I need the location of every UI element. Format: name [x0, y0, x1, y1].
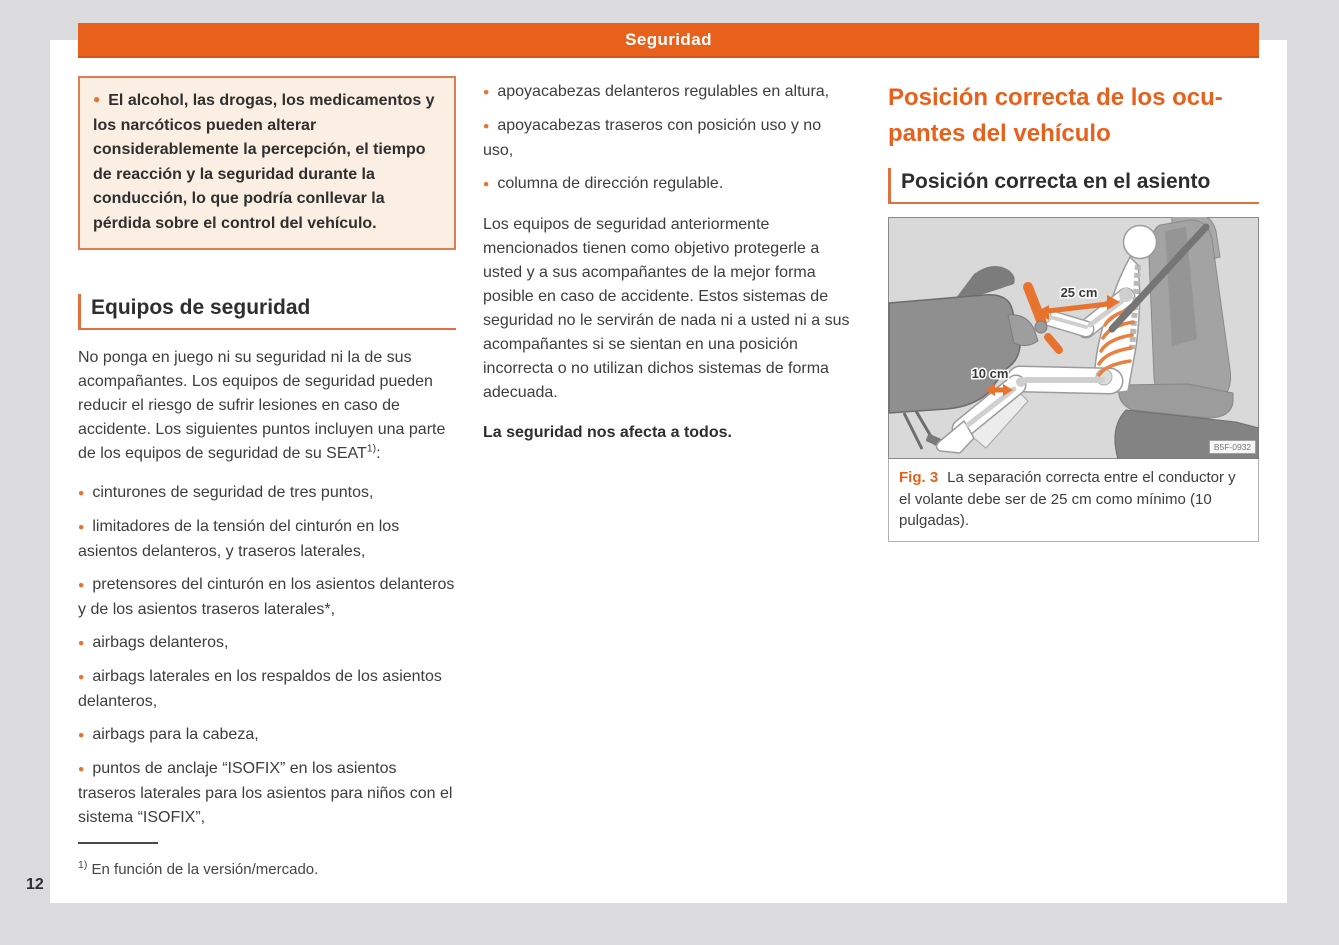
column-middle: [483, 80, 855, 445]
figure-caption-label: Fig. 3: [899, 469, 939, 486]
body-paragraph: Los equipos de seguridad anteriormente mencionados tienen como objetivo protegerle a usted y a sus acompañantes de la mejor forma posible en caso de accidente. Estos sistemas de seguridad no le servirán de nada ni a usted ni a sus acompañantes si se sientan en una posición incorrecta o no utilizan dichos sistemas de forma adecuada.: [483, 216, 850, 401]
label-25cm: 25 cm: [1060, 285, 1098, 300]
list-item: ● airbags laterales en los respaldos de los asientos delanteros,: [78, 665, 456, 714]
emphasis-line: La seguridad nos afecta a todos.: [483, 424, 732, 441]
footnote-marker: 1): [78, 859, 88, 871]
safety-equipment-list-continued: [483, 80, 855, 197]
bullet-icon: ●: [93, 92, 101, 106]
list-item: ● airbags para la cabeza,: [78, 723, 456, 748]
page-header-bar: [78, 23, 1259, 58]
list-item: ● limitadores de la tensión del cinturón en los asientos delanteros, y traseros laterales,: [78, 515, 456, 564]
list-item: ● apoyacabezas traseros con posición uso y no uso,: [483, 114, 855, 163]
list-item: ● columna de dirección regulable.: [483, 172, 855, 197]
list-item: ● puntos de anclaje “ISOFIX” en los asientos traseros laterales para los asientos para niños con el sistema “ISOFIX”,: [78, 757, 456, 830]
chapter-title-line1: Posición correcta de los ocu-: [888, 84, 1223, 111]
footnote-marker: 1): [366, 442, 377, 455]
column-right: [888, 80, 1259, 542]
safety-equipment-list: [78, 481, 456, 830]
image-id: B5F-0932: [1213, 442, 1252, 452]
manual-page: [50, 29, 1287, 903]
section-heading-posicion: [888, 168, 1259, 204]
column-left: [78, 76, 456, 886]
chapter-title-line2: pantes del vehículo: [888, 120, 1111, 147]
intro-paragraph: [78, 346, 456, 466]
figure-3: [888, 217, 1259, 542]
image-id-tag: [1210, 441, 1256, 454]
list-item: ● cinturones de seguridad de tres puntos,: [78, 481, 456, 506]
section-title: Equipos de seguridad: [91, 296, 311, 319]
footnote-rule: [78, 842, 158, 844]
page-header-title: Seguridad: [625, 29, 712, 49]
footnote: [78, 842, 456, 882]
warning-box: [78, 76, 456, 250]
figure-caption-text: La separación correcta entre el conductor y el volante debe ser de 25 cm como mínimo (10 pulgadas).: [899, 469, 1236, 529]
seat-position-illustration: [888, 217, 1259, 459]
footnote-text: En función de la versión/mercado.: [91, 861, 319, 878]
section-heading-equipos: [78, 294, 456, 330]
label-10cm: 10 cm: [971, 366, 1009, 381]
list-item: ● apoyacabezas delanteros regulables en altura,: [483, 80, 855, 105]
figure-caption: [888, 459, 1259, 542]
list-item: ● airbags delanteros,: [78, 631, 456, 656]
intro-colon: :: [376, 445, 381, 462]
intro-text: No ponga en juego ni su seguridad ni la de sus acompañantes. Los equipos de seguridad pueden reducir el riesgo de sufrir lesiones en caso de accidente. Los siguientes puntos incluyen una parte de los equipos de seguridad de su SEAT: [78, 349, 446, 462]
subsection-title: Posición correcta en el asiento: [901, 170, 1211, 193]
warning-text: El alcohol, las drogas, los medicamentos y los narcóticos pueden alterar considerablemente la percepción, el tiempo de reacción y la seguridad durante la conducción, lo que podría conllevar la pérdida sobre el control del vehículo.: [93, 92, 435, 232]
chapter-title: [888, 80, 1259, 152]
list-item: ● pretensores del cinturón en los asientos delanteros y de los asientos traseros laterales*,: [78, 573, 456, 622]
page-number: 12: [26, 876, 44, 893]
